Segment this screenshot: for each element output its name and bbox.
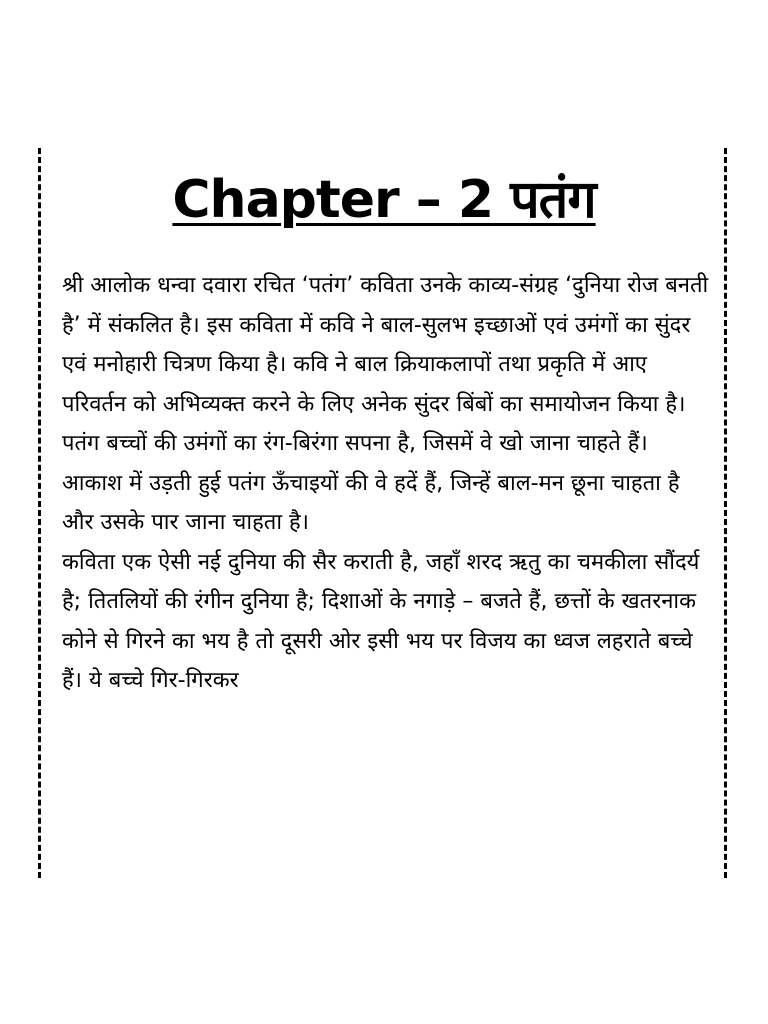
chapter-body bbox=[62, 266, 712, 701]
chapter-title: Chapter – 2 पतंग bbox=[172, 170, 596, 230]
right-dashed-border bbox=[724, 148, 727, 878]
paragraph-2: कविता एक ऐसी नई दुनिया की सैर कराती है, जहाँ शरद ऋतु का चमकीला सौंदर्य है; तितलियों की रंगीन दुनिया है; दिशाओं के नगाड़े – बजते हैं, छत्तों के खतरनाक कोने से गिरने का भय है तो दूसरी ओर इसी भय पर विजय का ध्वज लहराते बच्चे हैं। ये बच्चे गिर-गिरकर bbox=[62, 549, 700, 693]
paragraph-1: श्री आलोक धन्वा दवारा रचित ‘पतंग’ कविता उनके काव्य-संग्रह ‘दुनिया रोज बनती है’ में संकलित है। इस कविता में कवि ने बाल-सुलभ इच्छाओं एवं उमंगों का सुंदर एवं मनोहारी चित्रण किया है। कवि ने बाल क्रियाकलापों तथा प्रकृति में आए परिवर्तन को अभिव्यक्त करने के लिए अनेक सुंदर बिंबों का समायोजन किया है। पतंग बच्चों की उमंगों का रंग-बिरंगा सपना है, जिसमें वे खो जाना चाहते हैं। आकाश में उड़ती हुई पतंग ऊँचाइयों की वे हदें हैं, जिन्हें बाल-मन छूना चाहता है और उसके पार जाना चाहता है। bbox=[62, 273, 709, 535]
left-dashed-border bbox=[38, 148, 41, 878]
